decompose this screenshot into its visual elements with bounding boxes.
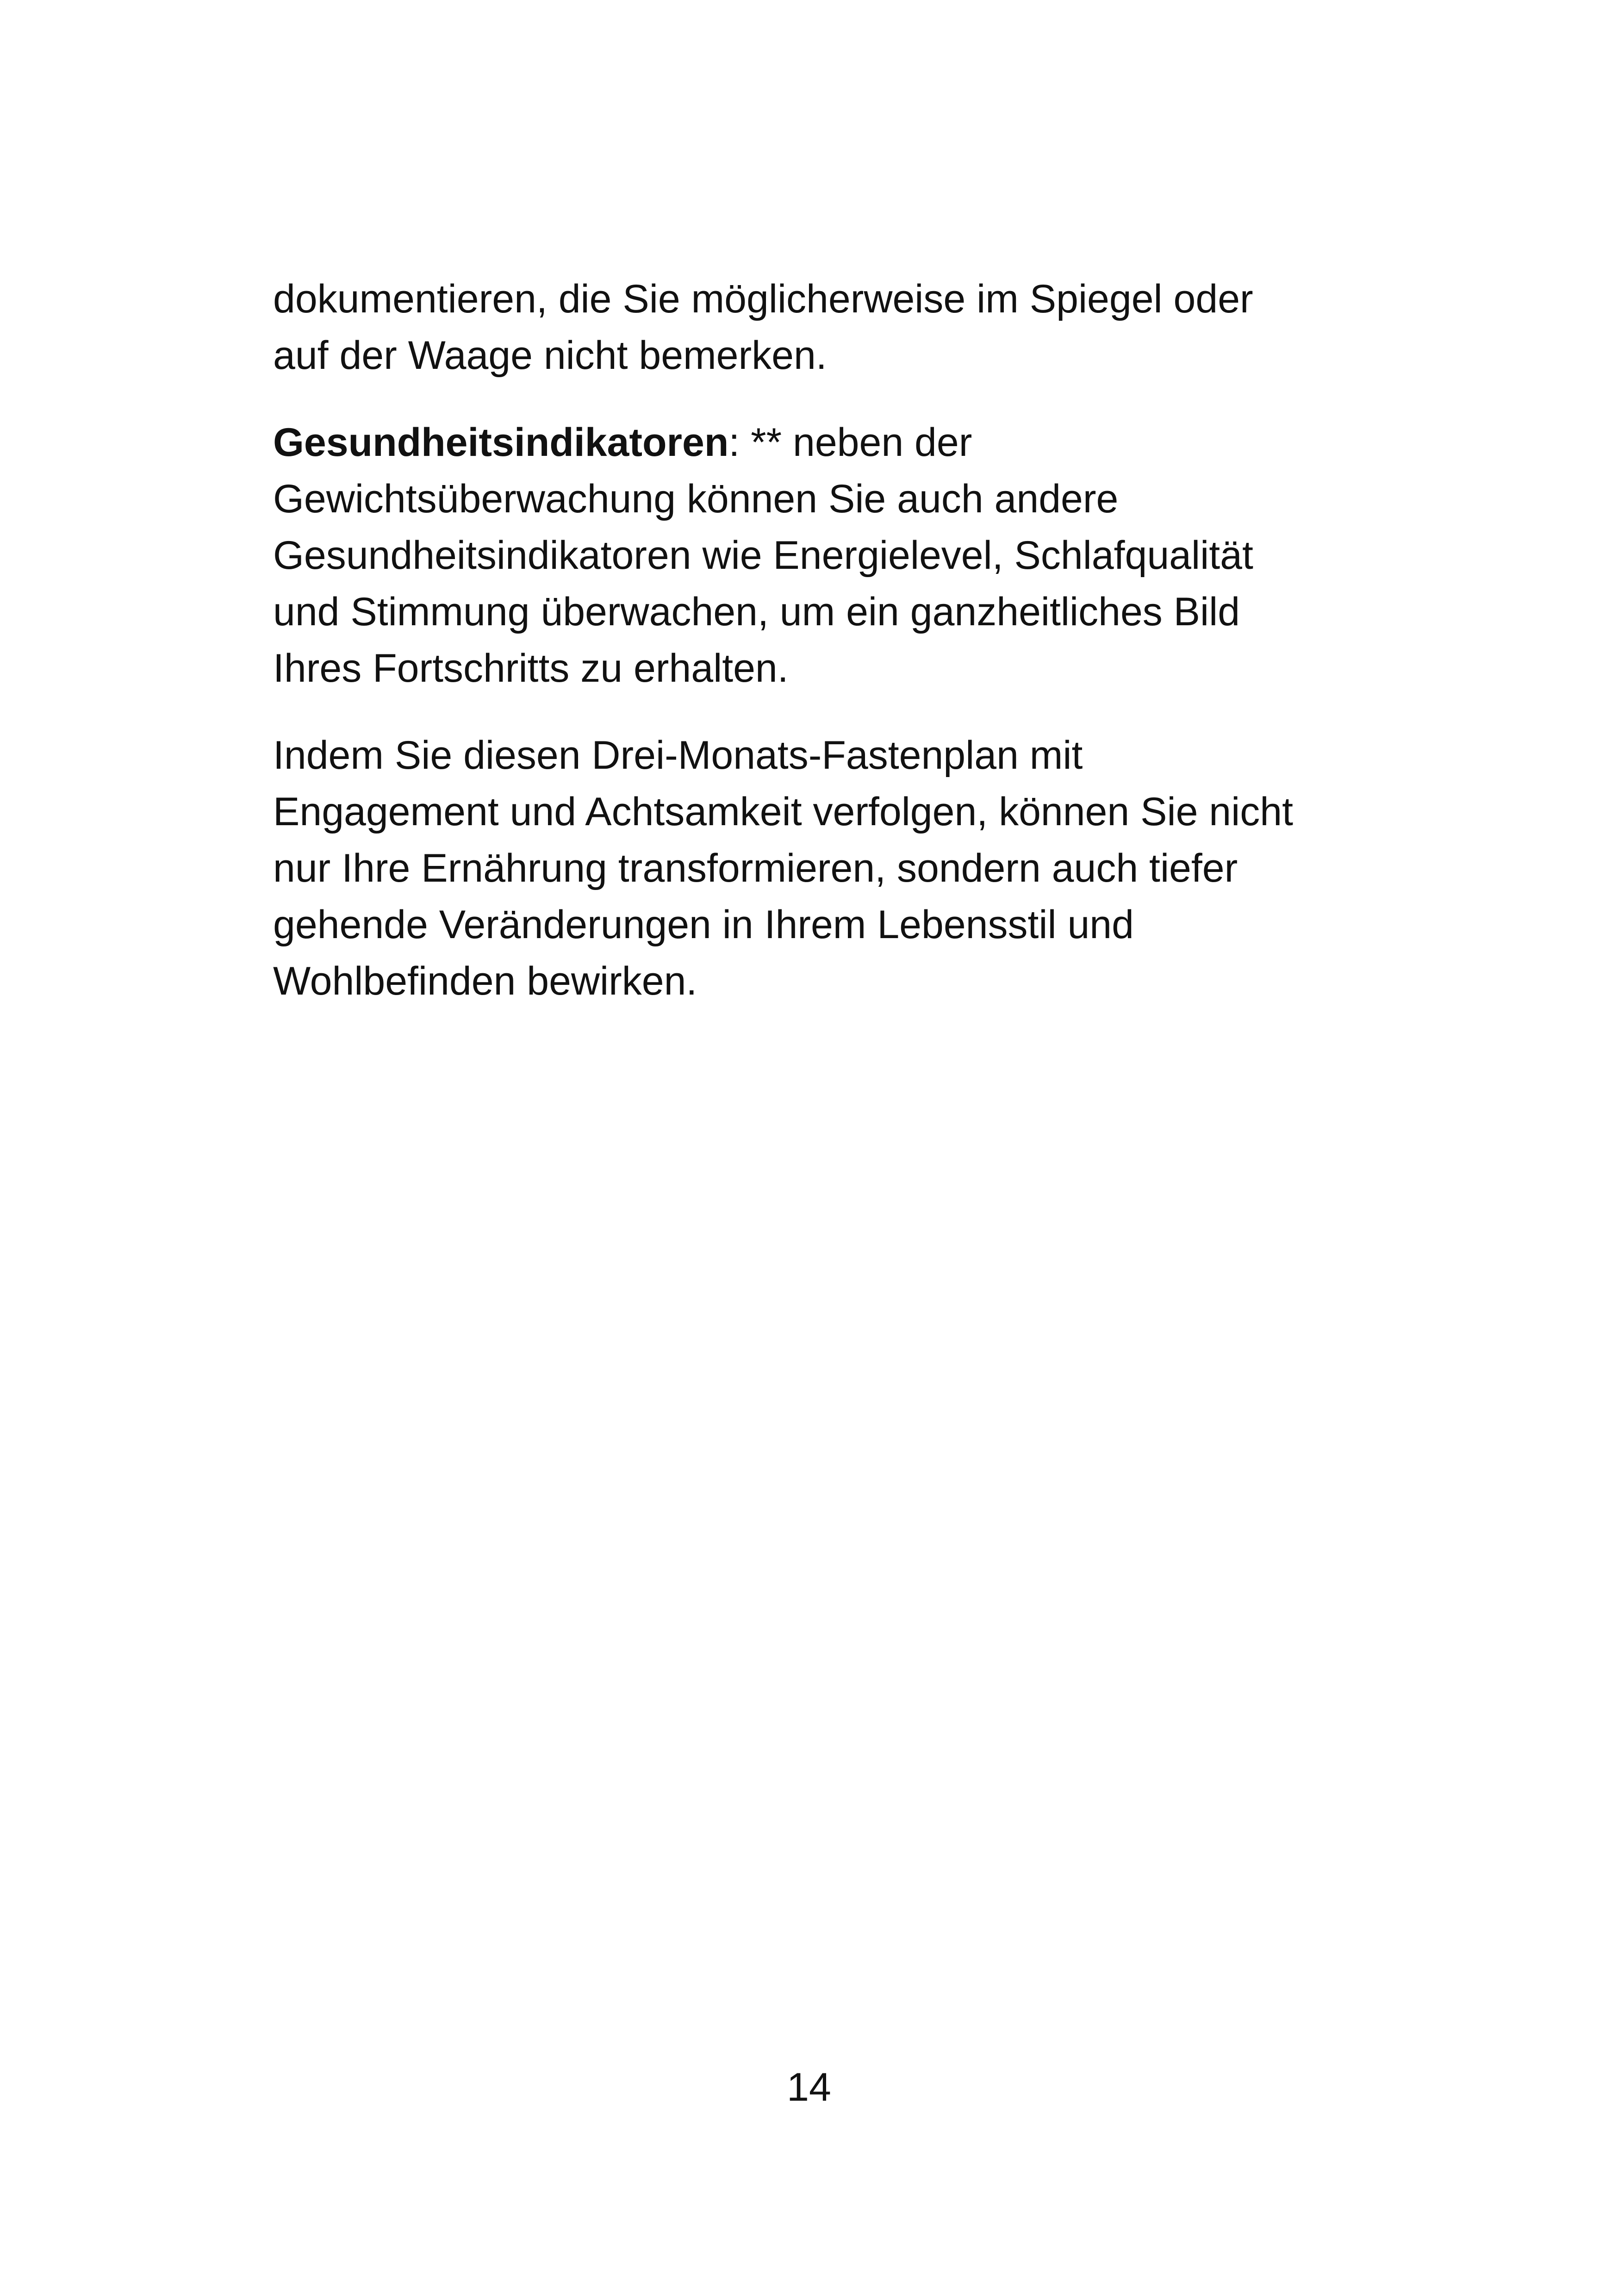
page-number: 14 — [787, 2065, 831, 2109]
paragraph-3 — [273, 727, 1347, 1009]
text-line: Engagement und Achtsamkeit verfolgen, können Sie nicht — [273, 790, 1293, 834]
paragraph-2 — [273, 414, 1347, 697]
text-line: und Stimmung überwachen, um ein ganzheitliches Bild — [273, 590, 1240, 634]
text-line: Gewichtsüberwachung können Sie auch andere — [273, 477, 1119, 521]
text-run: : ** neben der — [728, 420, 972, 465]
text-line: auf der Waage nicht bemerken. — [273, 333, 827, 378]
text-line: Indem Sie diesen Drei-Monats-Fastenplan mit — [273, 733, 1083, 778]
text-line — [273, 414, 1347, 471]
text-line: dokumentieren, die Sie möglicherweise im Spiegel oder — [273, 277, 1253, 321]
text-line: Gesundheitsindikatoren wie Energielevel, Schlafqualität — [273, 533, 1253, 578]
text-line: gehende Veränderungen in Ihrem Lebensstil und — [273, 902, 1134, 947]
paragraph-1 — [273, 271, 1347, 384]
text-line: Ihres Fortschritts zu erhalten. — [273, 646, 789, 691]
text-line: Wohlbefinden bewirken. — [273, 959, 697, 1003]
page-body — [273, 271, 1347, 1040]
bold-heading: Gesundheitsindikatoren — [273, 420, 729, 465]
text-line: nur Ihre Ernährung transformieren, sondern auch tiefer — [273, 846, 1238, 890]
